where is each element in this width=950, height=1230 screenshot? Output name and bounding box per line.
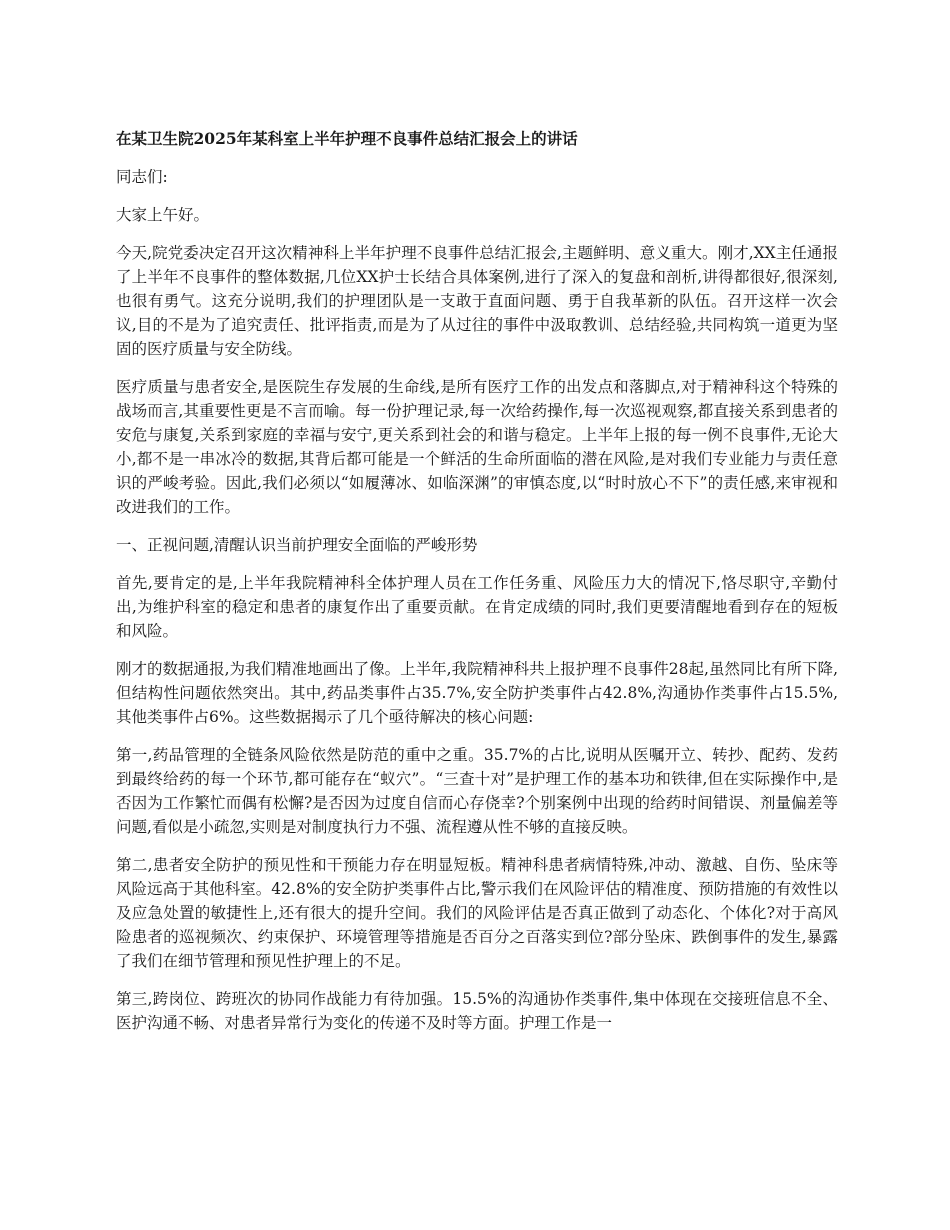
section1-paragraph-1: 首先,要肯定的是,上半年我院精神科全体护理人员在工作任务重、风险压力大的情况下,恪尽职守,辛勤付出,为维护科室的稳定和患者的康复作出了重要贡献。在肯定成绩的同时,我们更要清醒地看到存在的短板和风险。 [116, 574, 838, 640]
document-page [116, 127, 838, 1049]
intro-paragraph-2: 医疗质量与患者安全,是医院生存发展的生命线,是所有医疗工作的出发点和落脚点,对于精神科这个特殊的战场而言,其重要性更是不言而喻。每一份护理记录,每一次给药操作,每一次巡视观察,都直接关系到患者的安危与康复,关系到家庭的幸福与安宁,更关系到社会的和谐与稳定。上半年上报的每一例不良事件,无论大小,都不是一串冰冷的数据,其背后都可能是一个鲜活的生命所面临的潜在风险,是对我们专业能力与责任意识的严峻考验。因此,我们必须以“如履薄冰、如临深渊”的审慎态度,以“时时放心不下”的责任感,来审视和改进我们的工作。 [116, 378, 838, 516]
salutation: 同志们: [116, 168, 168, 186]
document-title: 在某卫生院2025年某科室上半年护理不良事件总结汇报会上的讲话 [116, 129, 578, 148]
section1-paragraph-3: 第一,药品管理的全链条风险依然是防范的重中之重。35.7%的占比,说明从医嘱开立、转抄、配药、发药到最终给药的每一个环节,都可能存在“蚁穴”。“三查十对”是护理工作的基本功和铁律,但在实际操作中,是否因为工作繁忙而偶有松懈?是否因为过度自信而心存侥幸?个别案例中出现的给药时间错误、剂量偏差等问题,看似是小疏忽,实则是对制度执行力不强、流程遵从性不够的直接反映。 [116, 746, 838, 836]
section-heading-1: 一、正视问题,清醒认识当前护理安全面临的严峻形势 [116, 536, 478, 554]
section1-paragraph-4: 第二,患者安全防护的预见性和干预能力存在明显短板。精神科患者病情特殊,冲动、激越、自伤、坠床等风险远高于其他科室。42.8%的安全防护类事件占比,警示我们在风险评估的精准度、预防措施的有效性以及应急处置的敏捷性上,还有很大的提升空间。我们的风险评估是否真正做到了动态化、个体化?对于高风险患者的巡视频次、约束保护、环境管理等措施是否百分之百落实到位?部分坠床、跌倒事件的发生,暴露了我们在细节管理和预见性护理上的不足。 [116, 856, 838, 970]
section1-paragraph-2: 刚才的数据通报,为我们精准地画出了像。上半年,我院精神科共上报护理不良事件28起,虽然同比有所下降,但结构性问题依然突出。其中,药品类事件占35.7%,安全防护类事件占42.8%,沟通协作类事件占15.5%,其他类事件占6%。这些数据揭示了几个亟待解决的核心问题: [116, 660, 838, 726]
greeting: 大家上午好。 [116, 206, 210, 224]
intro-paragraph-1: 今天,院党委决定召开这次精神科上半年护理不良事件总结汇报会,主题鲜明、意义重大。刚才,XX主任通报了上半年不良事件的整体数据,几位XX护士长结合具体案例,进行了深入的复盘和剖析,讲得都很好,很深刻,也很有勇气。这充分说明,我们的护理团队是一支敢于直面问题、勇于自我革新的队伍。召开这样一次会议,目的不是为了追究责任、批评指责,而是为了从过往的事件中汲取教训、总结经验,共同构筑一道更为坚固的医疗质量与安全防线。 [116, 244, 838, 358]
section1-paragraph-5: 第三,跨岗位、跨班次的协同作战能力有待加强。15.5%的沟通协作类事件,集中体现在交接班信息不全、医护沟通不畅、对患者异常行为变化的传递不及时等方面。护理工作是一 [116, 990, 838, 1032]
